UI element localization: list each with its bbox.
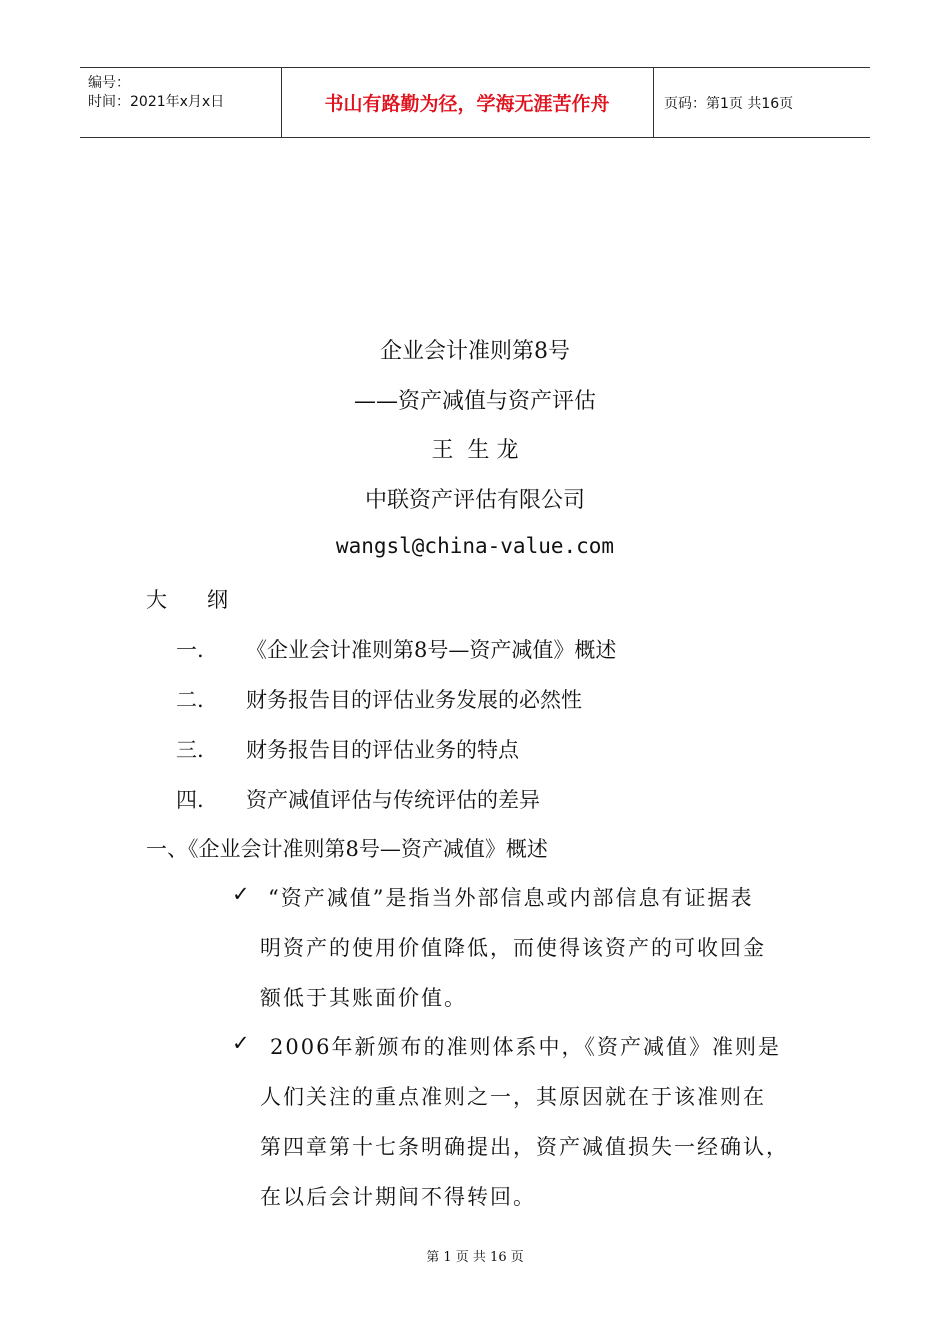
doc-author: 王 生 龙: [431, 438, 519, 463]
bullet-line: 人们关注的重点准则之一，其原因就在于该准则在: [260, 1085, 766, 1109]
outline-item-num: 四.: [176, 788, 204, 812]
bullet-line: 第四章第十七条明确提出，资产减值损失一经确认，: [260, 1135, 789, 1159]
doc-subtitle: ——资产减值与资产评估: [353, 389, 596, 414]
outline-item-num: 三.: [176, 738, 204, 762]
outline-item-text: 财务报告目的评估业务的特点: [246, 738, 519, 762]
bullet-line: “资产减值”是指当外部信息或内部信息有证据表: [268, 886, 754, 910]
doc-email: wangsl@china-value.com: [335, 534, 615, 558]
outline-item-num: 二.: [176, 688, 204, 712]
header-motto: 书山有路勤为径，学海无涯苦作舟: [324, 93, 610, 115]
checkmark-icon: ✓: [232, 1031, 250, 1055]
outline-item-text: 财务报告目的评估业务发展的必然性: [246, 688, 582, 712]
outline-item-num: 一.: [176, 638, 204, 662]
doc-company: 中联资产评估有限公司: [364, 488, 585, 513]
bullet-line: 额低于其账面价值。: [260, 986, 467, 1010]
header-meta: [80, 68, 280, 137]
header-table: [80, 67, 870, 138]
section-heading: 一、《企业会计准则第8号—资产减值》概述: [146, 837, 548, 861]
bullet-line: 2006年新颁布的准则体系中，《资产减值》准则是: [270, 1035, 781, 1059]
outline-heading: 大 纲: [146, 588, 229, 612]
header-divider: [653, 68, 654, 137]
header-page-info: 页码：第1页 共16页: [664, 95, 794, 112]
bullet-line: 明资产的使用价值降低，而使得该资产的可收回金: [260, 936, 766, 960]
page-footer: 第 1 页 共 16 页: [426, 1250, 524, 1265]
outline-item-text: 《企业会计准则第8号—资产减值》概述: [246, 638, 617, 662]
number-label: 编号：: [88, 75, 130, 91]
outline-item-text: 资产减值评估与传统评估的差异: [246, 788, 540, 812]
doc-title: 企业会计准则第8号: [380, 339, 570, 364]
time-label: 时间：2021年x月x日: [88, 94, 225, 110]
bullet-line: 在以后会计期间不得转回。: [260, 1185, 536, 1209]
checkmark-icon: ✓: [232, 882, 250, 906]
